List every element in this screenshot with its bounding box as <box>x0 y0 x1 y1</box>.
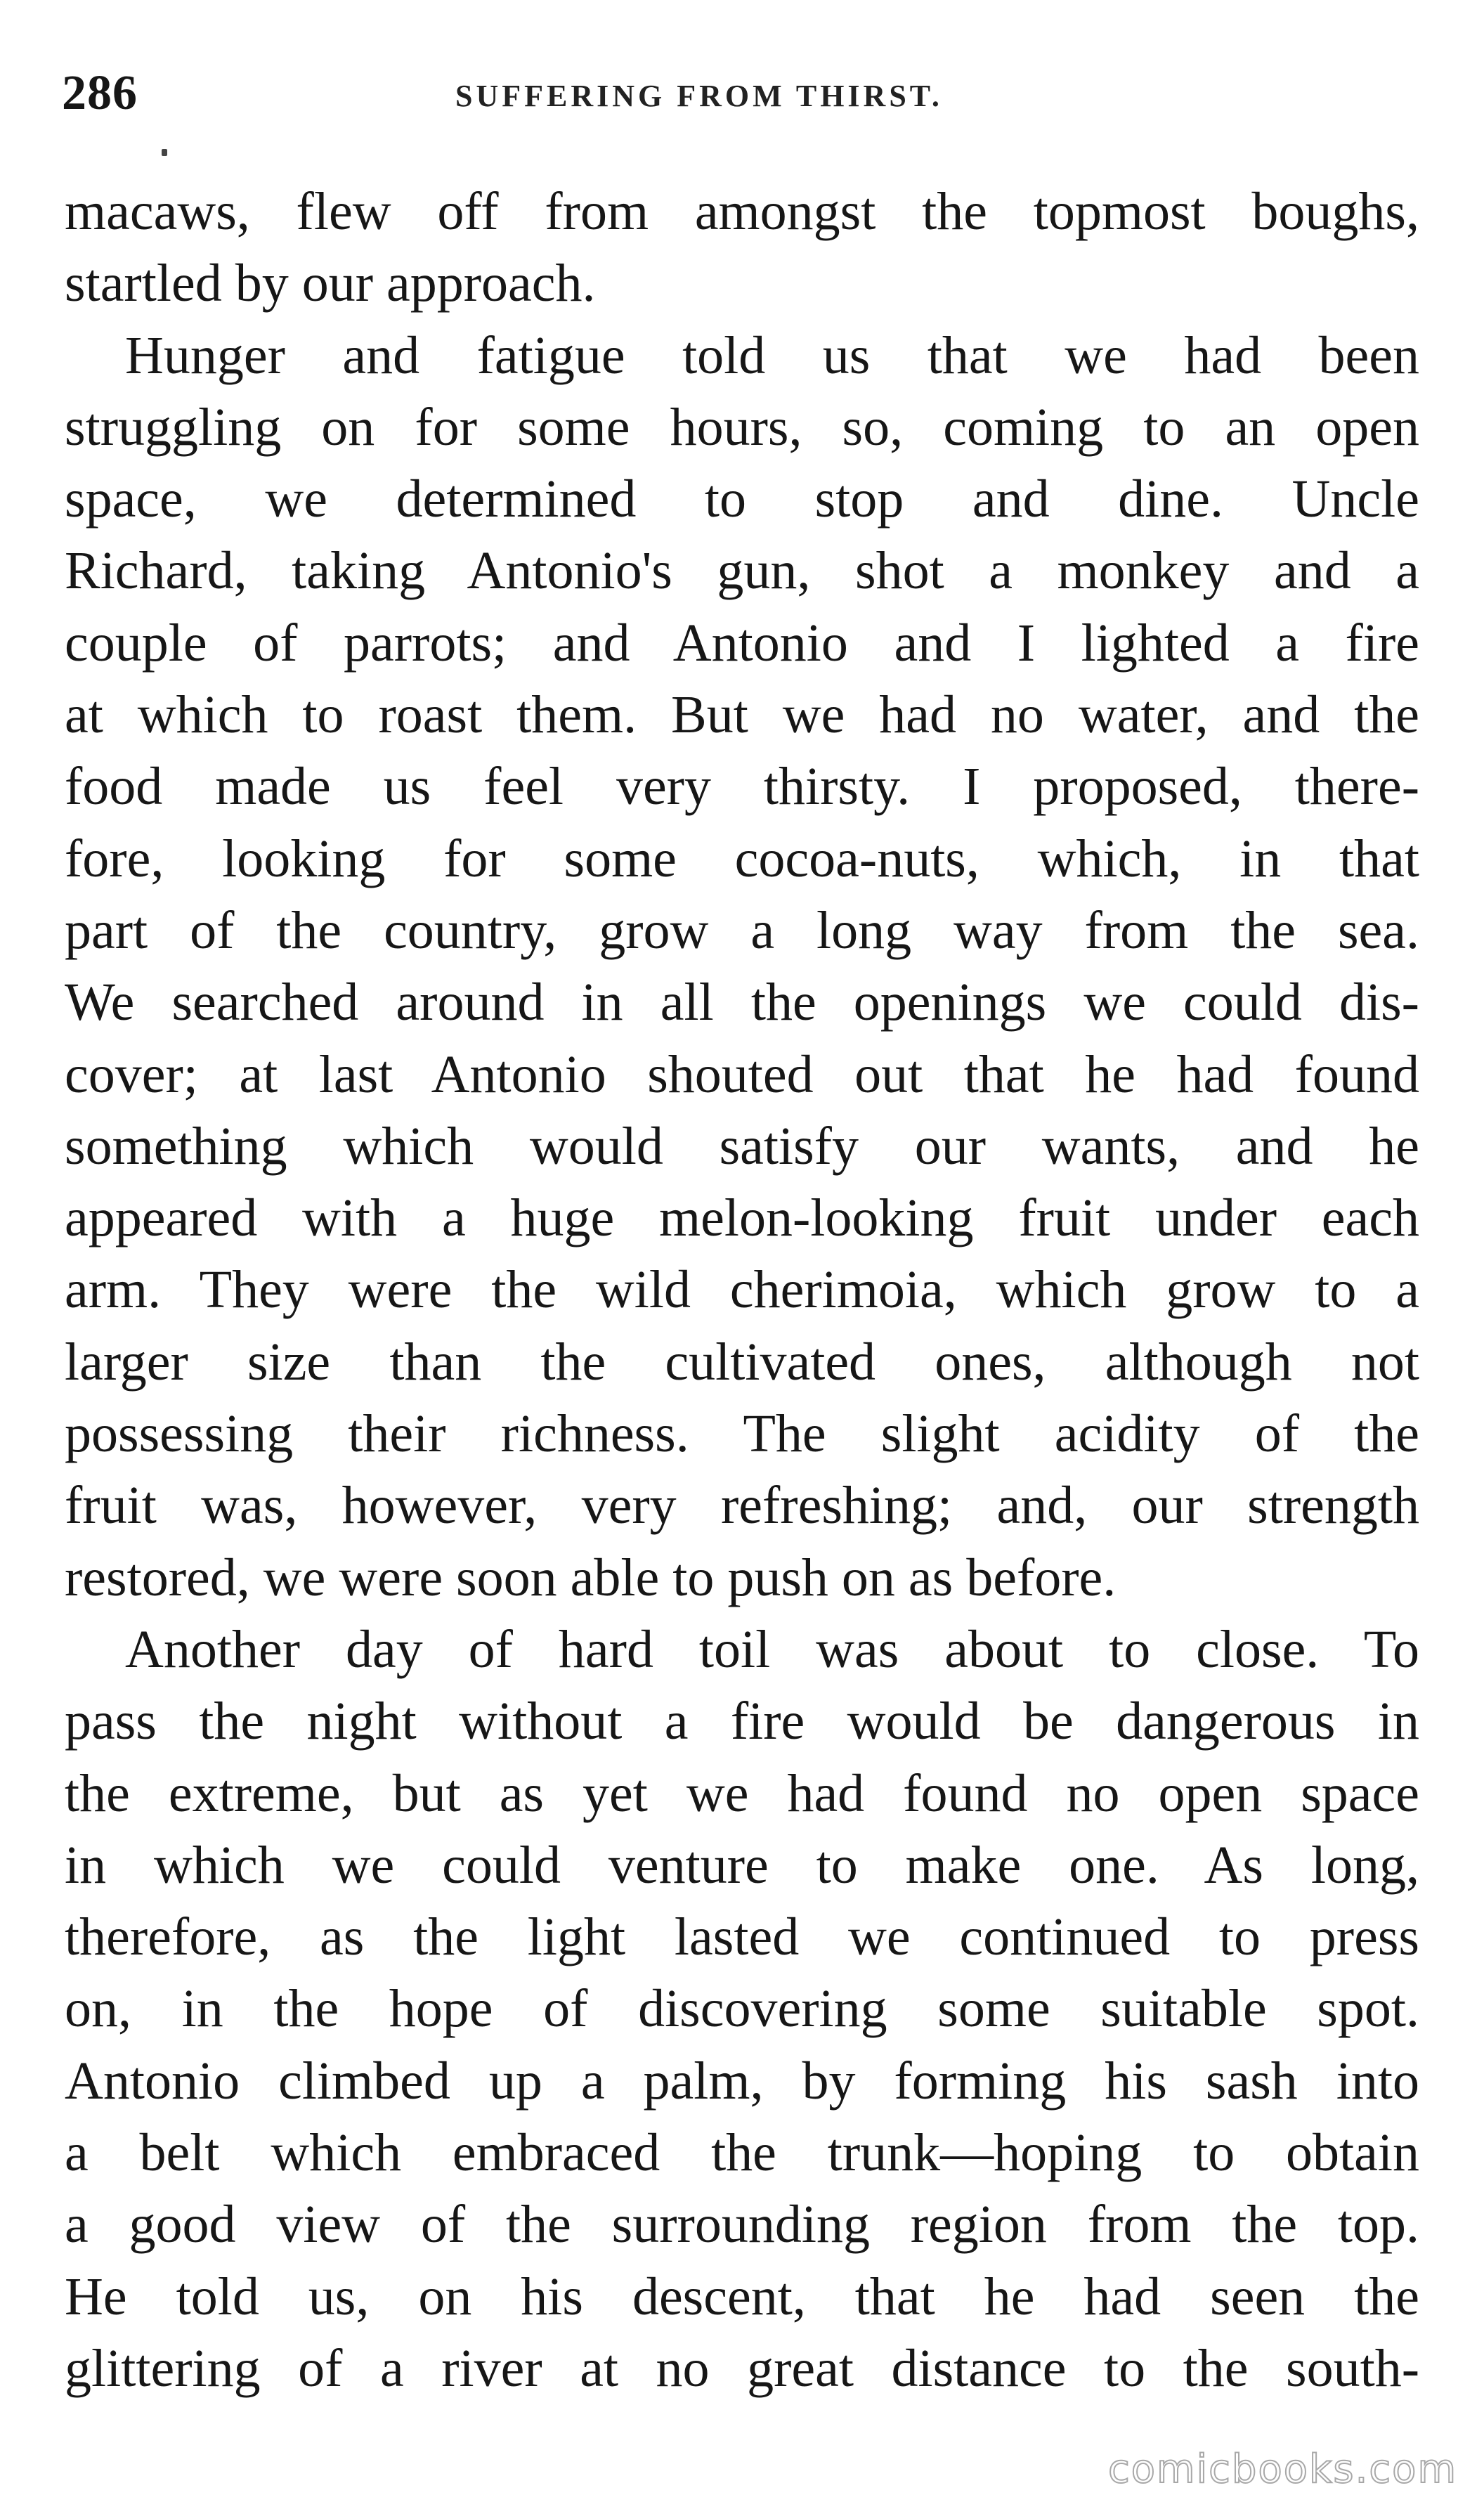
text-line: fruit was, however, very refreshing; and, our strength <box>65 1476 1419 1536</box>
body-text <box>65 176 1419 2404</box>
text-line: restored, we were soon able to push on as before. <box>65 1548 1117 1607</box>
text-line: at which to roast them. But we had no water, and the <box>65 685 1419 745</box>
text-line: macaws, flew off from amongst the topmost boughs, <box>65 182 1419 241</box>
text-line: larger size than the cultivated ones, although not <box>65 1332 1419 1392</box>
page-header <box>62 62 1417 125</box>
ink-speck <box>162 149 167 156</box>
text-line: therefore, as the light lasted we continued to press <box>65 1907 1419 1967</box>
text-line: We searched around in all the openings we could dis- <box>65 973 1419 1032</box>
text-line: space, we determined to stop and dine. Uncle <box>65 469 1419 529</box>
text-line: a good view of the surrounding region from the top. <box>65 2195 1419 2255</box>
text-line: appeared with a huge melon-looking fruit under each <box>65 1188 1419 1248</box>
text-line: in which we could venture to make one. As long, <box>65 1835 1419 1895</box>
text-line: a belt which embraced the trunk—hoping to obtain <box>65 2123 1419 2183</box>
text-line: arm. They were the wild cherimoia, which grow to a <box>65 1260 1419 1320</box>
text-line: Hunger and fatigue told us that we had been <box>125 325 1419 385</box>
running-head: SUFFERING FROM THIRST. <box>455 79 943 113</box>
page-number: 286 <box>62 66 138 120</box>
text-line: startled by our approach. <box>65 254 596 313</box>
text-line: couple of parrots; and Antonio and I lighted a fire <box>65 613 1419 673</box>
text-line: on, in the hope of discovering some suitable spot. <box>65 1979 1419 2039</box>
text-line: Another day of hard toil was about to close. To <box>125 1619 1419 1679</box>
text-line: He told us, on his descent, that he had seen the <box>65 2267 1419 2326</box>
text-line: pass the night without a fire would be dangerous in <box>65 1692 1419 1751</box>
text-line: struggling on for some hours, so, coming to an open <box>65 397 1419 457</box>
text-line: cover; at last Antonio shouted out that he had found <box>65 1044 1419 1104</box>
text-line: part of the country, grow a long way from the sea. <box>65 900 1419 960</box>
text-line: glittering of a river at no great distance to the south- <box>65 2338 1419 2398</box>
text-line: the extreme, but as yet we had found no open space <box>65 1763 1419 1823</box>
watermark: comicbooks.com <box>1107 2446 1457 2492</box>
text-line: Antonio climbed up a palm, by forming his sash into <box>65 2051 1419 2111</box>
text-line: something which would satisfy our wants, and he <box>65 1116 1419 1176</box>
text-line: fore, looking for some cocoa-nuts, which, in that <box>65 829 1419 888</box>
text-line: possessing their richness. The slight acidity of the <box>65 1404 1419 1464</box>
text-line: food made us feel very thirsty. I proposed, there- <box>65 757 1419 817</box>
text-line: Richard, taking Antonio's gun, shot a monkey and a <box>65 541 1419 601</box>
